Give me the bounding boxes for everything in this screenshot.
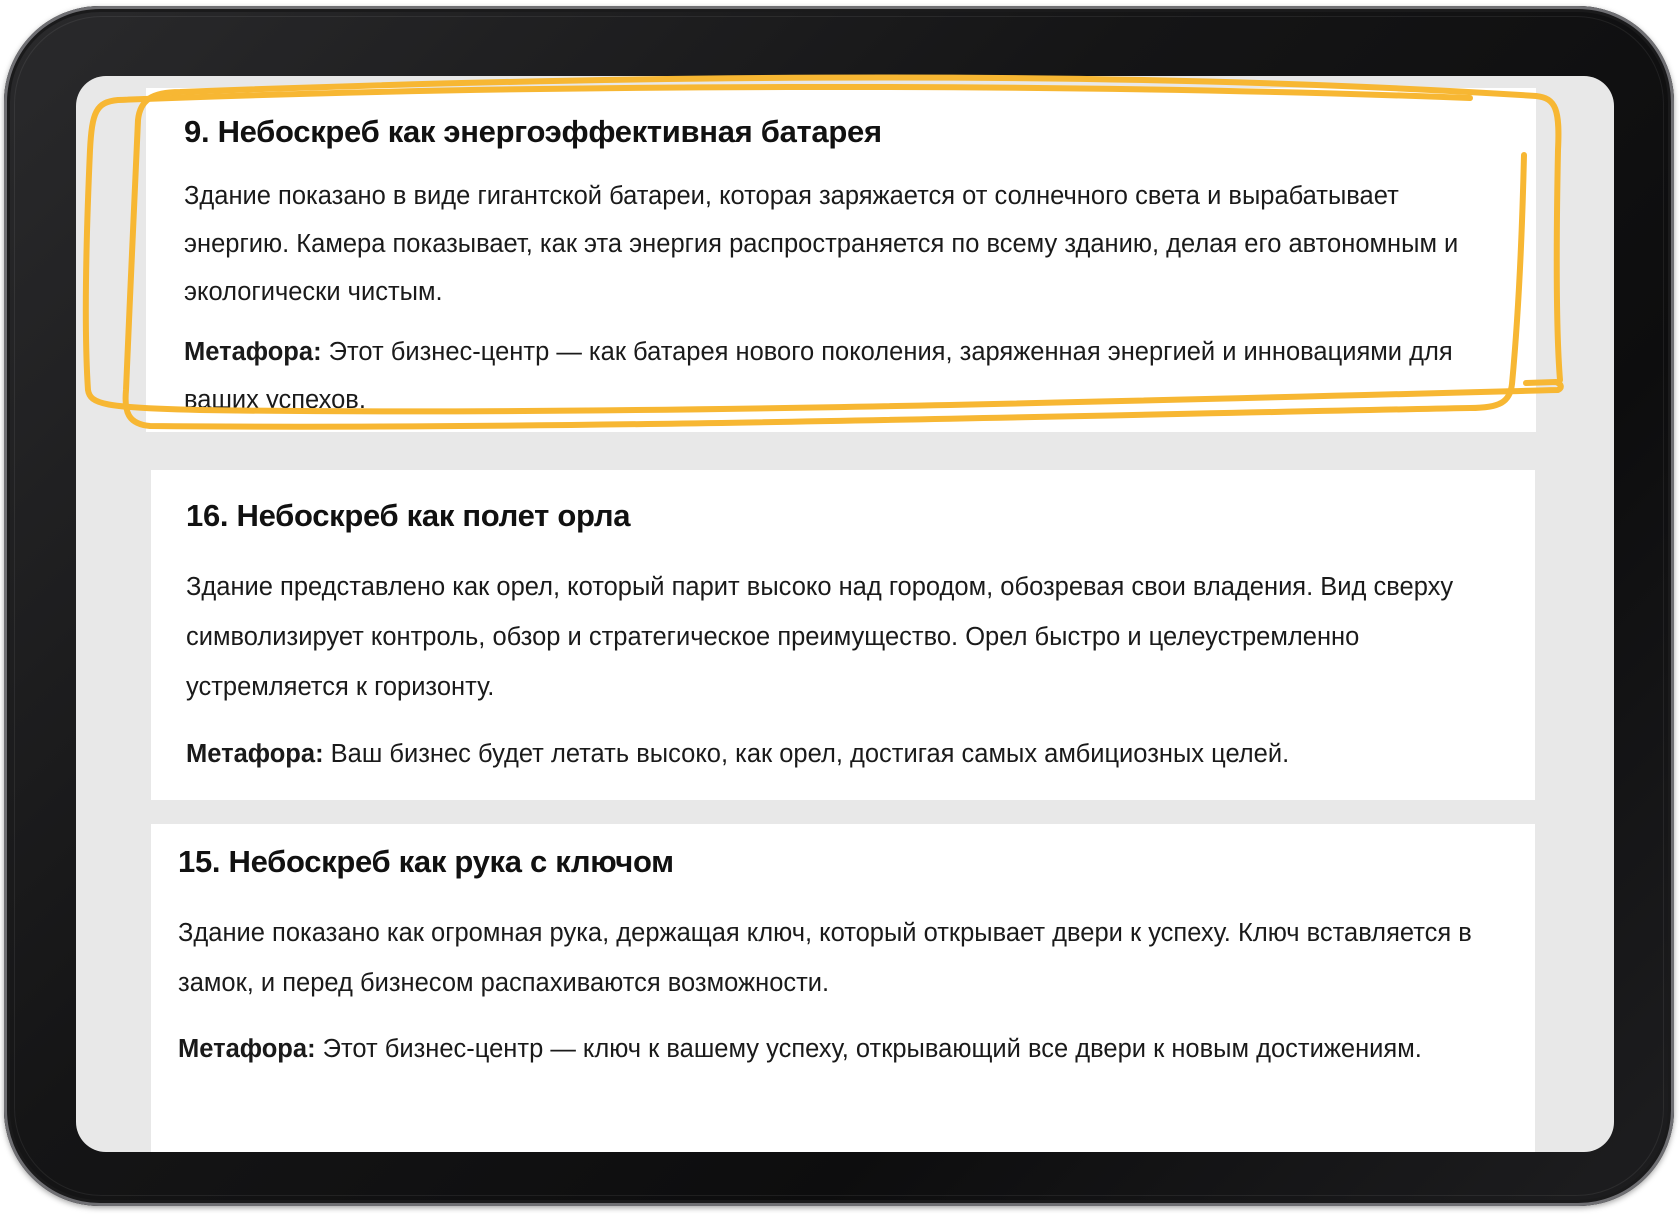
idea-card-key xyxy=(151,824,1535,1152)
card-description: Здание показано как огромная рука, держащая ключ, который открывает двери к успеху. Ключ вставляется в замок, и перед бизнесом распахиваются возможности. xyxy=(178,919,1472,997)
metaphor-label: Метафора: xyxy=(186,740,324,768)
metaphor-text: Этот бизнес-центр — ключ к вашему успеху, открывающий все двери к новым достижениям. xyxy=(315,1035,1422,1063)
idea-card-battery xyxy=(146,88,1536,432)
metaphor-label: Метафора: xyxy=(178,1035,316,1063)
card-description: Здание представлено как орел, который парит высоко над городом, обозревая свои владения. Вид сверху символизирует контроль, обзор и стратегическое преимущество. Орел быстро и целеустремленно устремляется к горизонту. xyxy=(186,573,1454,701)
metaphor-text: Ваш бизнес будет летать высоко, как орел, достигая самых амбициозных целей. xyxy=(323,740,1290,768)
tablet-screen xyxy=(76,76,1614,1152)
idea-card-eagle xyxy=(151,470,1535,800)
metaphor-text: Этот бизнес-центр — как батарея нового поколения, заряженная энергией и инновациями для ваших успехов. xyxy=(184,338,1453,414)
card-title: 16. Небоскреб как полет орла xyxy=(186,498,631,533)
card-metaphor xyxy=(178,1024,1478,1074)
card-title: 9. Небоскреб как энергоэффективная батарея xyxy=(184,114,882,149)
card-description: Здание показано в виде гигантской батареи, которая заряжается от солнечного света и вырабатывает энергию. Камера показывает, как эта энергия распространяется по всему зданию, делая его автономным и экологически чистым. xyxy=(184,182,1459,306)
card-metaphor xyxy=(184,328,1474,424)
tablet-frame xyxy=(4,6,1674,1206)
card-metaphor xyxy=(186,730,1516,778)
metaphor-label: Метафора: xyxy=(184,338,322,366)
card-title: 15. Небоскреб как рука с ключом xyxy=(178,844,674,879)
